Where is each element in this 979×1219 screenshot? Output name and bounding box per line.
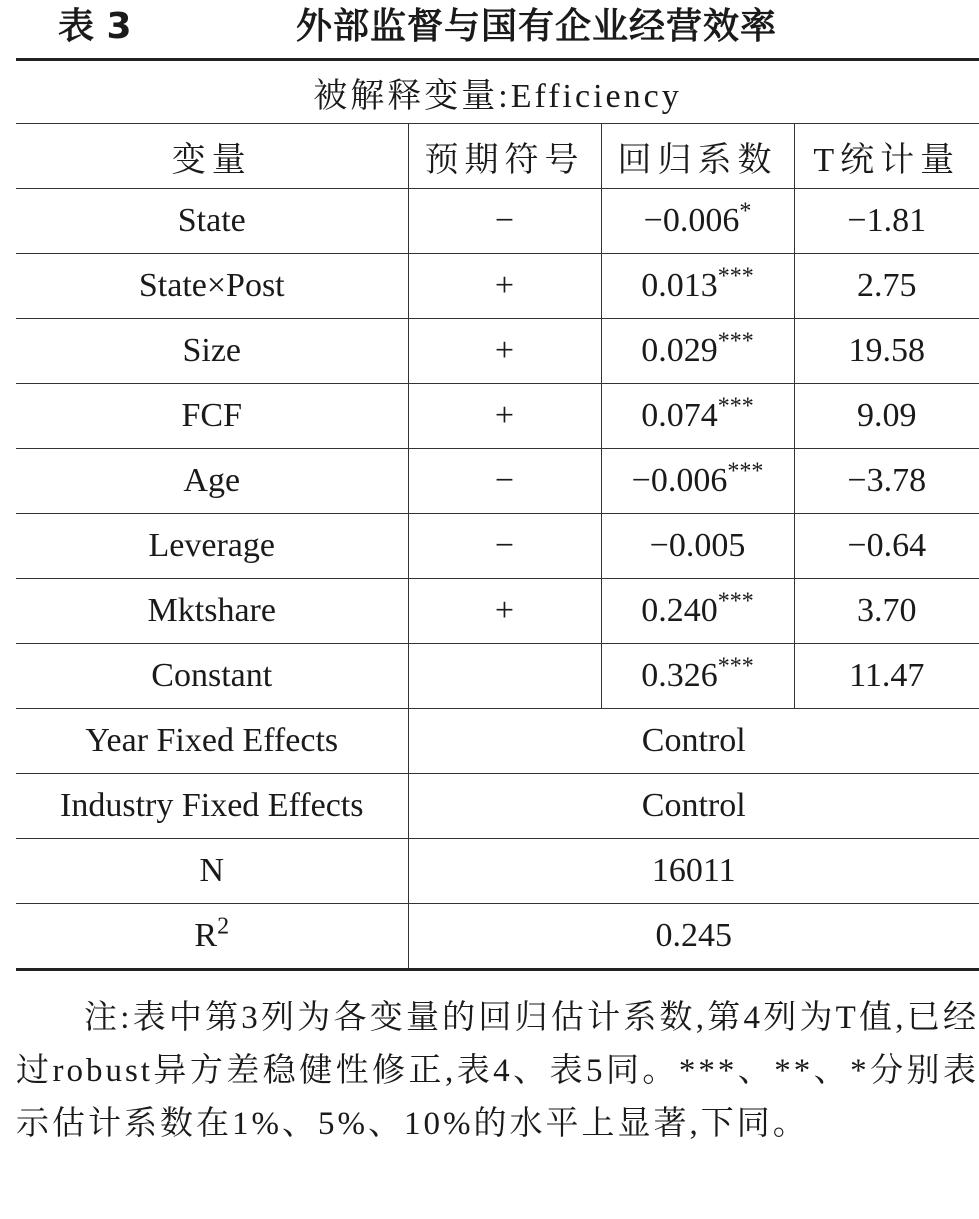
coefficient-value: 0.013 xyxy=(641,267,718,304)
significance-stars: * xyxy=(739,198,752,225)
coefficient-cell xyxy=(601,449,794,514)
summary-value: 16011 xyxy=(408,839,979,904)
coefficient-value: 0.326 xyxy=(641,657,718,694)
summary-value: Control xyxy=(408,774,979,839)
table-row xyxy=(16,514,979,579)
summary-row xyxy=(16,709,979,774)
summary-label: N xyxy=(16,839,408,904)
variable-name: Size xyxy=(16,319,408,384)
coefficient-cell xyxy=(601,644,794,709)
significance-stars: *** xyxy=(717,393,754,420)
t-statistic: −0.64 xyxy=(794,514,979,579)
t-statistic: −3.78 xyxy=(794,449,979,514)
table-row xyxy=(16,189,979,254)
coefficient-cell xyxy=(601,189,794,254)
significance-stars: *** xyxy=(727,458,764,485)
t-statistic: 2.75 xyxy=(794,254,979,319)
table-number: 表 3 xyxy=(58,6,132,47)
coefficient-value: −0.006 xyxy=(631,462,728,499)
table-row xyxy=(16,579,979,644)
coefficient-cell xyxy=(601,254,794,319)
summary-row xyxy=(16,839,979,904)
expected-sign: + xyxy=(408,254,601,319)
expected-sign: + xyxy=(408,384,601,449)
summary-row xyxy=(16,904,979,970)
summary-value: Control xyxy=(408,709,979,774)
variable-name: Constant xyxy=(16,644,408,709)
regression-table xyxy=(16,123,979,971)
header-expected-sign: 预期符号 xyxy=(408,124,601,189)
t-statistic: 9.09 xyxy=(794,384,979,449)
summary-row xyxy=(16,774,979,839)
coefficient-cell xyxy=(601,384,794,449)
coefficient-cell xyxy=(601,579,794,644)
t-statistic: 19.58 xyxy=(794,319,979,384)
expected-sign: + xyxy=(408,319,601,384)
summary-label: Industry Fixed Effects xyxy=(16,774,408,839)
expected-sign: − xyxy=(408,189,601,254)
table-row xyxy=(16,319,979,384)
expected-sign xyxy=(408,644,601,709)
table-caption: 外部监督与国有企业经营效率 xyxy=(296,6,778,47)
significance-stars: *** xyxy=(717,263,754,290)
t-statistic: 3.70 xyxy=(794,579,979,644)
significance-stars: *** xyxy=(717,653,754,680)
significance-stars: *** xyxy=(717,328,754,355)
variable-name: Leverage xyxy=(16,514,408,579)
coefficient-value: 0.240 xyxy=(641,592,718,629)
coefficient-cell xyxy=(601,319,794,384)
header-row xyxy=(16,124,979,189)
expected-sign: − xyxy=(408,449,601,514)
table-row xyxy=(16,644,979,709)
table-row xyxy=(16,384,979,449)
variable-name: State xyxy=(16,189,408,254)
r-squared-superscript: 2 xyxy=(217,913,230,940)
variable-name: Mktshare xyxy=(16,579,408,644)
significance-stars: *** xyxy=(717,588,754,615)
expected-sign: − xyxy=(408,514,601,579)
table-row xyxy=(16,449,979,514)
summary-label xyxy=(16,904,408,970)
header-t-statistic: T统计量 xyxy=(794,124,979,189)
variable-name: FCF xyxy=(16,384,408,449)
header-coefficient: 回归系数 xyxy=(601,124,794,189)
r-squared-label: R xyxy=(194,917,218,954)
coefficient-value: 0.074 xyxy=(641,397,718,434)
summary-label: Year Fixed Effects xyxy=(16,709,408,774)
coefficient-value: 0.029 xyxy=(641,332,718,369)
table-row xyxy=(16,254,979,319)
coefficient-cell xyxy=(601,514,794,579)
summary-value: 0.245 xyxy=(408,904,979,970)
t-statistic: 11.47 xyxy=(794,644,979,709)
variable-name: State×Post xyxy=(16,254,408,319)
coefficient-value: −0.006 xyxy=(643,202,740,239)
t-statistic: −1.81 xyxy=(794,189,979,254)
coefficient-value: −0.005 xyxy=(649,527,746,564)
header-variable: 变量 xyxy=(16,124,408,189)
table-footnote: 注:表中第3列为各变量的回归估计系数,第4列为T值,已经过robust异方差稳健性修正,表4、表5同。***、**、*分别表示估计系数在1%、5%、10%的水平上显著,下同。 xyxy=(16,1000,979,1142)
dependent-variable-label: 被解释变量:Efficiency xyxy=(16,58,979,124)
table-title-row xyxy=(0,0,979,56)
expected-sign: + xyxy=(408,579,601,644)
variable-name: Age xyxy=(16,449,408,514)
